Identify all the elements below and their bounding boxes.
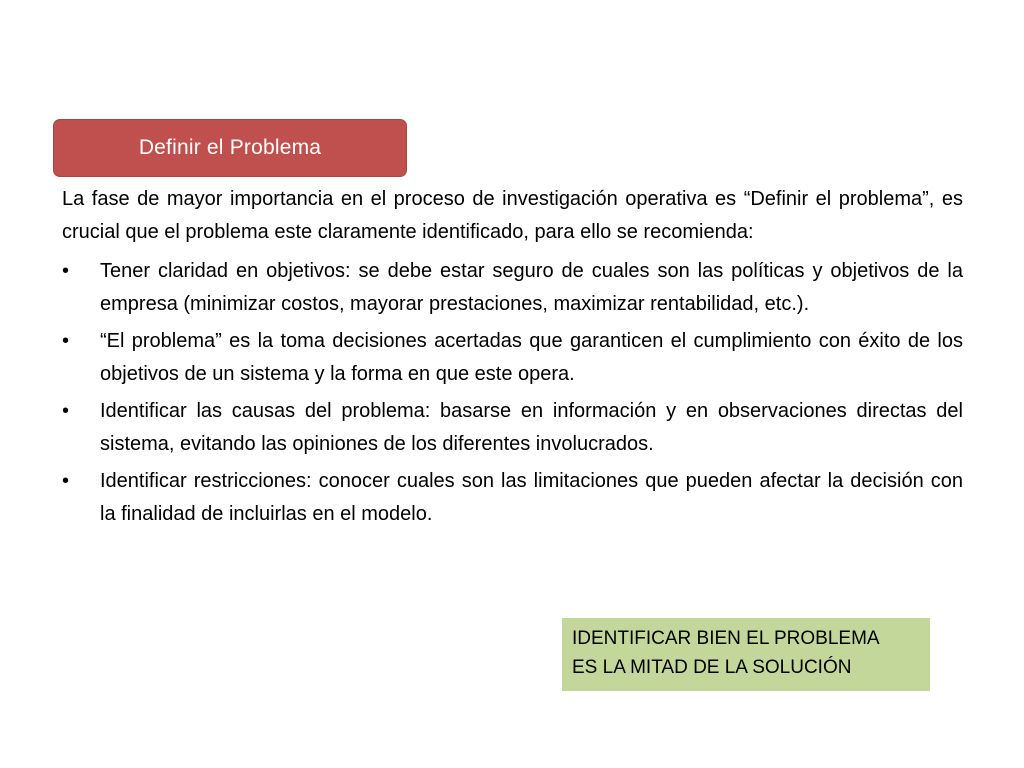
bullet-text: Identificar las causas del problema: basarse en información y en observaciones directas del sistema, evitando las opiniones de los diferentes involucrados. xyxy=(100,400,963,455)
callout-line-2: ES LA MITAD DE LA SOLUCIÓN xyxy=(572,657,852,678)
title-box xyxy=(53,119,407,177)
content-body xyxy=(62,183,963,535)
bullet-text: Identificar restricciones: conocer cuales son las limitaciones que pueden afectar la decisión con la finalidad de incluirlas en el modelo. xyxy=(100,470,963,525)
bullet-list xyxy=(62,255,963,531)
callout-line-1: IDENTIFICAR BIEN EL PROBLEMA xyxy=(572,628,880,649)
bullet-text: “El problema” es la toma decisiones acertadas que garanticen el cumplimiento con éxito de los objetivos de un sistema y la forma en que este opera. xyxy=(100,330,963,385)
bullet-text: Tener claridad en objetivos: se debe estar seguro de cuales son las políticas y objetivos de la empresa (minimizar costos, mayorar prestaciones, maximizar rentabilidad, etc.). xyxy=(100,260,963,315)
bullet-dot-icon: • xyxy=(62,260,70,282)
bullet-item xyxy=(62,465,963,531)
slide-title: Definir el Problema xyxy=(138,136,322,159)
bullet-item xyxy=(62,255,963,321)
intro-paragraph: La fase de mayor importancia en el proceso de investigación operativa es “Definir el problema”, es crucial que el problema este claramente identificado, para ello se recomienda: xyxy=(62,188,963,243)
bullet-dot-icon: • xyxy=(62,330,70,352)
bullet-dot-icon: • xyxy=(62,470,70,492)
bullet-item xyxy=(62,395,963,461)
bullet-item xyxy=(62,325,963,391)
callout-box xyxy=(562,618,930,691)
bullet-dot-icon: • xyxy=(62,400,70,422)
